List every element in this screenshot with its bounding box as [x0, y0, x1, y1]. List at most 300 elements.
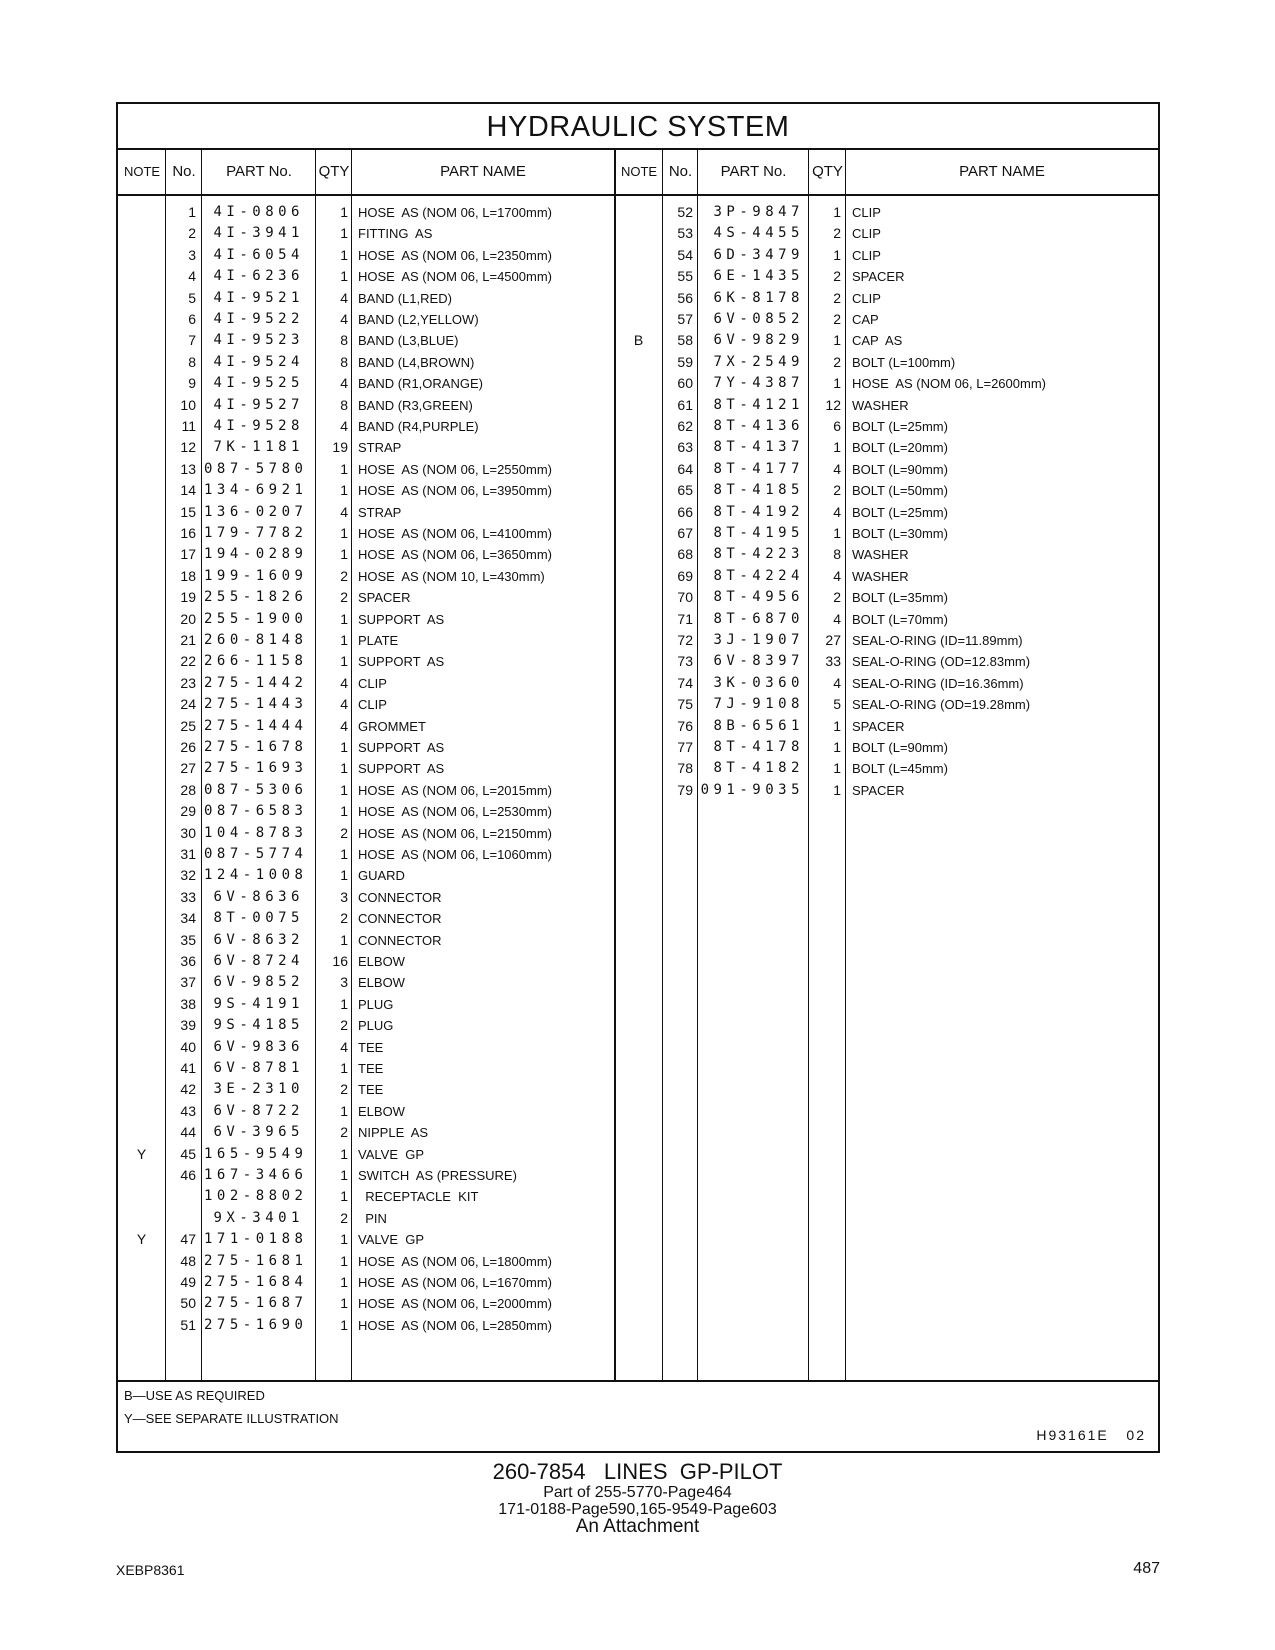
quantity: 27: [825, 632, 841, 648]
item-number: 3: [188, 246, 196, 263]
note-cell: [615, 716, 662, 737]
note-cell: [118, 887, 165, 908]
part-name: BAND (L3,BLUE): [358, 333, 459, 349]
table-row: [118, 1101, 1158, 1122]
part-name: GROMMET: [358, 718, 426, 734]
part-name: SPACER: [852, 782, 905, 798]
part-name: HOSE AS (NOM 06, L=2150mm): [358, 825, 552, 841]
quantity: 4: [340, 311, 348, 327]
note-cell: [118, 1037, 165, 1058]
note-cell: [118, 951, 165, 972]
note-cell: [615, 587, 662, 608]
part-number: 8T-4223: [713, 546, 804, 563]
item-number: 71: [677, 610, 693, 627]
table-row: [118, 1229, 1158, 1250]
item-number: 58: [677, 332, 693, 349]
part-number: 275-1684: [204, 1274, 308, 1290]
item-number: 65: [677, 482, 693, 499]
quantity: 4: [340, 289, 348, 306]
quantity: 2: [833, 482, 841, 499]
table-row: [118, 202, 1158, 223]
part-number: 134-6921: [204, 482, 308, 499]
item-number: [166, 1208, 196, 1229]
part-number: 275-1681: [204, 1252, 308, 1269]
item-number: 78: [677, 760, 693, 777]
part-name: HOSE AS (NOM 10, L=430mm): [358, 568, 545, 584]
item-number: 31: [180, 846, 196, 862]
part-name: BOLT (L=90mm): [852, 740, 948, 755]
table-row: [118, 373, 1158, 394]
note-cell: [615, 373, 662, 394]
part-name: STRAP: [358, 504, 402, 520]
part-number: 275-1443: [204, 696, 308, 713]
note-cell: [615, 352, 662, 373]
quantity: 4: [340, 418, 348, 434]
item-number: 4: [188, 268, 196, 285]
quantity: 2: [833, 589, 841, 606]
part-name: TEE: [358, 1082, 384, 1098]
quantity: 2: [833, 225, 841, 242]
part-name: BOLT (L=25mm): [852, 419, 948, 434]
part-number: 6D-3479: [713, 246, 804, 263]
part-number: 6V-9836: [213, 1038, 304, 1055]
part-number: 171-0188: [204, 1231, 308, 1248]
part-name: CONNECTOR: [358, 911, 442, 927]
footnote-y: Y—SEE SEPARATE ILLUSTRATION: [124, 1411, 339, 1426]
table-row: [118, 737, 1158, 758]
item-number: 53: [677, 225, 693, 242]
quantity: 1: [340, 632, 348, 648]
item-number: 6: [188, 311, 196, 327]
part-number: 9X-3401: [213, 1209, 304, 1226]
part-number: 6V-8781: [213, 1060, 304, 1076]
table-row: [118, 1079, 1158, 1100]
part-number: 275-1690: [204, 1316, 308, 1333]
part-name: BOLT (L=20mm): [852, 440, 948, 456]
quantity: 1: [340, 1167, 348, 1183]
part-name: SPACER: [358, 590, 411, 606]
header-note-right: NOTE: [620, 164, 658, 179]
part-name: HOSE AS (NOM 06, L=4500mm): [358, 269, 552, 285]
quantity: 1: [340, 1060, 348, 1076]
item-number: 47: [180, 1231, 196, 1248]
quantity: 1: [340, 1252, 348, 1269]
part-name: ELBOW: [358, 975, 405, 991]
item-number: 67: [677, 525, 693, 541]
note-cell: [615, 609, 662, 630]
note-cell: [118, 1058, 165, 1079]
part-name: HOSE AS (NOM 06, L=2350mm): [358, 247, 552, 263]
table-row: [118, 823, 1158, 844]
table-row: [118, 480, 1158, 501]
item-number: 54: [677, 246, 693, 263]
part-name: BAND (R4,PURPLE): [358, 419, 479, 434]
part-number: 255-1900: [204, 610, 308, 627]
quantity: 1: [833, 717, 841, 734]
item-number: 43: [180, 1102, 196, 1119]
item-number: 46: [180, 1167, 196, 1183]
part-number: 3E-2310: [213, 1081, 304, 1098]
part-number: 6K-8178: [713, 289, 804, 306]
item-number: 14: [180, 482, 196, 499]
part-number: 260-8148: [204, 632, 308, 648]
quantity: 1: [340, 1295, 348, 1312]
quantity: 1: [340, 760, 348, 777]
header-note-left: NOTE: [123, 164, 161, 179]
part-name: BAND (L4,BROWN): [358, 354, 475, 370]
table-title: HYDRAULIC SYSTEM: [118, 104, 1158, 150]
part-name: SWITCH AS (PRESSURE): [358, 1168, 517, 1183]
table-header-row: [118, 150, 1158, 196]
quantity: 1: [340, 995, 348, 1012]
quantity: 1: [833, 332, 841, 349]
item-number: 29: [180, 803, 196, 820]
note-cell: [118, 1315, 165, 1336]
part-name: BOLT (L=70mm): [852, 611, 948, 627]
quantity: 1: [340, 546, 348, 563]
quantity: 1: [340, 204, 348, 220]
item-number: 23: [180, 674, 196, 691]
item-number: 74: [677, 674, 693, 691]
note-cell: Y: [136, 1145, 147, 1162]
part-number: 3P-9847: [713, 204, 804, 220]
note-cell: [118, 930, 165, 951]
table-row: [118, 930, 1158, 951]
item-number: 2: [188, 225, 196, 242]
item-number: 12: [180, 439, 196, 456]
part-number: 8T-4192: [713, 503, 804, 520]
table-row: [118, 223, 1158, 244]
part-name: SPACER: [852, 269, 905, 285]
note-cell: [118, 1186, 165, 1207]
note-cell: [118, 1101, 165, 1122]
part-name: HOSE AS (NOM 06, L=1060mm): [358, 847, 552, 862]
part-number: 091-9035: [700, 781, 804, 798]
note-cell: [615, 780, 662, 801]
item-number: 26: [180, 739, 196, 755]
quantity: 1: [340, 867, 348, 884]
part-name: BAND (R1,ORANGE): [358, 376, 483, 392]
part-number: 6V-8632: [213, 931, 304, 948]
part-name: HOSE AS (NOM 06, L=2550mm): [358, 461, 552, 477]
quantity: 4: [340, 696, 348, 713]
quantity: 12: [825, 396, 841, 413]
table-row: [118, 352, 1158, 373]
item-number: 62: [677, 418, 693, 434]
part-number: 7J-9108: [713, 696, 804, 713]
part-number: 6V-0852: [713, 311, 804, 327]
header-part-no-right: PART No.: [720, 163, 787, 180]
part-number: 6V-3965: [213, 1124, 304, 1141]
part-number: 104-8783: [204, 824, 308, 841]
note-cell: [118, 844, 165, 865]
note-cell: [615, 395, 662, 416]
item-number: 57: [677, 311, 693, 327]
quantity: 2: [340, 1081, 348, 1098]
item-number: 70: [677, 589, 693, 606]
item-number: 50: [180, 1295, 196, 1312]
part-name: PLATE: [358, 633, 399, 648]
part-number: 266-1158: [204, 653, 308, 670]
part-number: 6V-9852: [213, 974, 304, 991]
header-qty-right: QTY: [812, 163, 843, 180]
quantity: 1: [833, 760, 841, 777]
table-row: [118, 994, 1158, 1015]
part-name: CONNECTOR: [358, 932, 442, 948]
part-number: 7Y-4387: [713, 375, 804, 392]
table-row: [118, 459, 1158, 480]
note-cell: [615, 523, 662, 544]
drawing-code: H93161E 02: [1036, 1427, 1146, 1443]
quantity: 1: [340, 460, 348, 477]
part-number: 194-0289: [204, 546, 308, 563]
item-number: 35: [180, 931, 196, 948]
part-number: 6V-8724: [213, 953, 304, 969]
caption-references: 171-0188-Page590,165-9549-Page603: [498, 1501, 777, 1518]
caption-title: 260-7854 LINES GP-PILOT: [492, 1459, 783, 1484]
table-row: [118, 1165, 1158, 1186]
item-number: 19: [180, 589, 196, 606]
item-number: 15: [180, 503, 196, 520]
part-number: 4I-6236: [213, 268, 304, 285]
part-name: HOSE AS (NOM 06, L=1800mm): [358, 1253, 552, 1269]
quantity: 4: [340, 674, 348, 691]
item-number: 10: [180, 396, 196, 413]
part-name: HOSE AS (NOM 06, L=2015mm): [358, 782, 552, 798]
quantity: 1: [833, 439, 841, 456]
table-row: [118, 844, 1158, 865]
quantity: 2: [340, 1124, 348, 1141]
part-name: TEE: [358, 1061, 384, 1076]
note-cell: [615, 673, 662, 694]
quantity: 1: [340, 610, 348, 627]
part-number: 275-1687: [204, 1295, 308, 1312]
header-part-name-left: PART NAME: [440, 163, 526, 180]
part-number: 8T-4121: [713, 396, 804, 413]
quantity: 1: [340, 739, 348, 755]
table-row: [118, 716, 1158, 737]
part-number: 8T-4195: [713, 525, 804, 541]
header-part-no-left: PART No.: [226, 163, 292, 180]
table-row: [118, 673, 1158, 694]
note-cell: B: [633, 332, 644, 349]
item-number: 34: [180, 910, 196, 927]
table-row: [118, 1037, 1158, 1058]
item-number: 68: [677, 546, 693, 563]
note-cell: [615, 630, 662, 651]
quantity: 2: [340, 824, 348, 841]
part-number: 4I-9523: [213, 332, 304, 349]
part-name: SUPPORT AS: [358, 654, 445, 670]
quantity: 6: [833, 418, 841, 434]
quantity: 4: [340, 717, 348, 734]
quantity: 8: [340, 332, 348, 349]
part-name: HOSE AS (NOM 06, L=2600mm): [852, 376, 1046, 392]
part-number: 6V-8636: [213, 888, 304, 905]
quantity: 1: [340, 1145, 348, 1162]
part-name: HOSE AS (NOM 06, L=3650mm): [358, 547, 552, 563]
part-name: TEE: [358, 1039, 384, 1055]
item-number: 13: [180, 460, 196, 477]
item-number: 25: [180, 717, 196, 734]
note-cell: [615, 437, 662, 458]
part-name: SUPPORT AS: [358, 740, 445, 755]
item-number: 1: [188, 204, 196, 220]
item-number: 9: [188, 375, 196, 392]
part-name: SEAL-O-RING (ID=16.36mm): [852, 675, 1024, 691]
note-cell: [118, 1272, 165, 1293]
item-number: 8: [188, 353, 196, 370]
caption-attachment: An Attachment: [575, 1516, 700, 1537]
quantity: 2: [340, 1017, 348, 1034]
quantity: 1: [833, 204, 841, 220]
table-row: [118, 951, 1158, 972]
note-cell: [118, 865, 165, 886]
table-row: [118, 1208, 1158, 1229]
header-part-name-right: PART NAME: [959, 163, 1045, 180]
quantity: 1: [340, 225, 348, 242]
part-name: FITTING AS: [358, 226, 433, 242]
table-row: [118, 630, 1158, 651]
quantity: 1: [833, 375, 841, 392]
quantity: 19: [332, 439, 348, 456]
table-row: [118, 972, 1158, 993]
part-name: GUARD: [358, 868, 405, 884]
quantity: 1: [340, 846, 348, 862]
part-name: SUPPORT AS: [358, 611, 445, 627]
quantity: 1: [340, 1274, 348, 1290]
note-cell: [615, 223, 662, 244]
part-number: 167-3466: [204, 1167, 308, 1183]
part-number: 4I-9521: [213, 289, 304, 306]
item-number: 16: [180, 525, 196, 541]
quantity: 2: [340, 910, 348, 927]
part-name: PLUG: [358, 996, 394, 1012]
table-row: [118, 587, 1158, 608]
part-number: 4I-6054: [213, 246, 304, 263]
part-name: NIPPLE AS: [358, 1125, 429, 1141]
item-number: 64: [677, 460, 693, 477]
part-number: 8T-4178: [713, 739, 804, 755]
quantity: 16: [332, 953, 348, 969]
quantity: 3: [340, 888, 348, 905]
part-name: BAND (L1,RED): [358, 290, 452, 306]
item-number: 33: [180, 888, 196, 905]
part-name: HOSE AS (NOM 06, L=2530mm): [358, 804, 552, 820]
part-name: STRAP: [358, 440, 402, 456]
note-cell: [615, 651, 662, 672]
note-cell: [615, 309, 662, 330]
quantity: 8: [340, 396, 348, 413]
quantity: 1: [340, 931, 348, 948]
note-cell: [615, 758, 662, 779]
part-name: WASHER: [852, 568, 909, 584]
part-number: 275-1693: [204, 760, 308, 777]
note-cell: [615, 288, 662, 309]
note-cell: [118, 1165, 165, 1186]
quantity: 1: [340, 1316, 348, 1333]
quantity: 4: [833, 460, 841, 477]
item-number: 11: [181, 418, 196, 434]
header-qty-left: QTY: [318, 163, 350, 180]
item-number: 44: [180, 1124, 196, 1141]
note-cell: [118, 1251, 165, 1272]
part-name: BOLT (L=30mm): [852, 526, 948, 541]
part-number: 3K-0360: [713, 674, 804, 691]
item-number: 60: [677, 375, 693, 392]
part-name: SEAL-O-RING (ID=11.89mm): [852, 633, 1023, 648]
item-number: 73: [677, 653, 693, 670]
item-number: 75: [677, 696, 693, 713]
quantity: 2: [833, 353, 841, 370]
table-row: [118, 1015, 1158, 1036]
part-number: 4I-9527: [213, 396, 304, 413]
item-number: 24: [180, 696, 196, 713]
part-name: SUPPORT AS: [358, 761, 445, 777]
note-cell: [118, 801, 165, 822]
item-number: 72: [677, 632, 693, 648]
part-name: VALVE GP: [358, 1146, 424, 1162]
part-name: BOLT (L=45mm): [852, 761, 948, 777]
part-number: 4I-9522: [213, 311, 304, 327]
part-name: CLIP: [358, 697, 387, 713]
table-row: [118, 908, 1158, 929]
item-number: 69: [677, 567, 693, 584]
part-number: 6E-1435: [713, 268, 804, 285]
page-number: 487: [1133, 1560, 1160, 1577]
part-number: 275-1444: [204, 717, 308, 734]
part-name: BOLT (L=100mm): [852, 354, 956, 370]
quantity: 33: [825, 653, 841, 670]
quantity: 1: [340, 268, 348, 285]
table-row: [118, 694, 1158, 715]
note-cell: [615, 480, 662, 501]
item-number: 41: [180, 1060, 196, 1076]
part-name: CLIP: [358, 675, 387, 691]
header-no-right: No.: [668, 163, 693, 180]
part-name: HOSE AS (NOM 06, L=2000mm): [358, 1296, 552, 1312]
table-row: [118, 1122, 1158, 1143]
part-number: 275-1442: [204, 674, 308, 691]
part-number: 8T-6870: [713, 610, 804, 627]
note-cell: [118, 823, 165, 844]
part-name: HOSE AS (NOM 06, L=1670mm): [358, 1275, 552, 1290]
note-cell: [118, 1122, 165, 1143]
part-name: CAP: [852, 312, 879, 327]
item-number: 49: [180, 1274, 196, 1290]
table-row: [118, 502, 1158, 523]
part-name: ELBOW: [358, 954, 405, 969]
part-number: 4I-0806: [213, 204, 304, 220]
item-number: 32: [180, 867, 196, 884]
quantity: 1: [340, 246, 348, 263]
note-cell: [118, 1079, 165, 1100]
table-row: [118, 801, 1158, 822]
part-name: BOLT (L=25mm): [852, 504, 948, 520]
table-row: [118, 566, 1158, 587]
quantity: 2: [833, 311, 841, 327]
part-name: CLIP: [852, 226, 881, 242]
part-number: 255-1826: [204, 589, 308, 606]
item-number: 52: [677, 204, 693, 220]
part-number: 8T-4182: [713, 760, 804, 777]
part-number: 8T-4136: [713, 418, 804, 434]
table-row: [118, 609, 1158, 630]
part-number: 179-7782: [204, 525, 308, 541]
note-cell: Y: [136, 1231, 147, 1248]
table-row: [118, 1293, 1158, 1314]
item-number: 76: [677, 717, 693, 734]
